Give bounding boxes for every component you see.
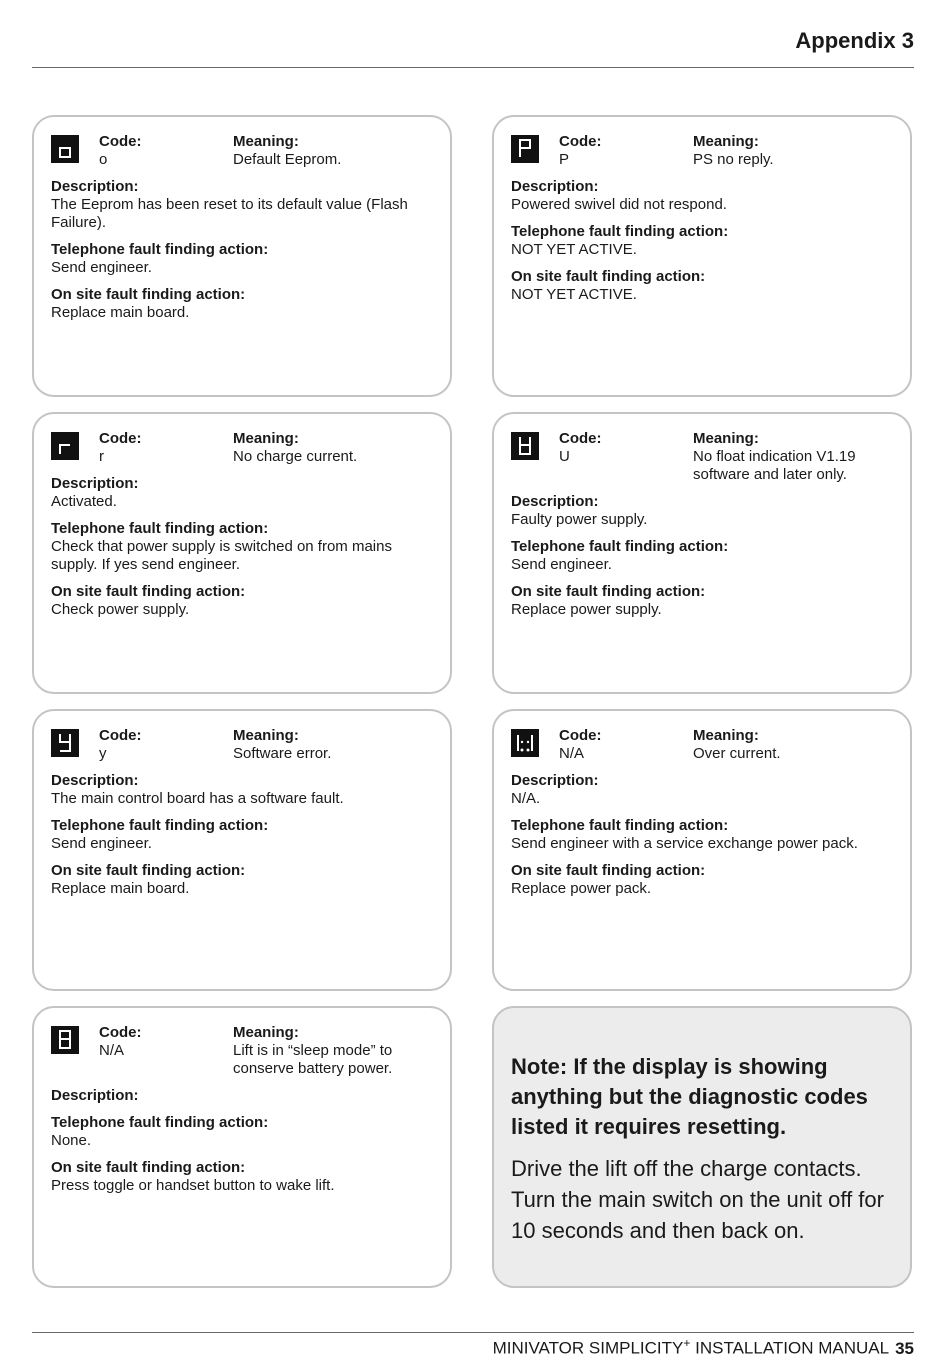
onsite-text: NOT YET ACTIVE. (511, 286, 637, 303)
meaning-value: Over current. (693, 745, 781, 762)
description-label: Description: (51, 1087, 139, 1104)
code-label: Code: (99, 1024, 142, 1041)
description-section (511, 772, 901, 808)
onsite-label: On site fault finding action: (51, 1159, 246, 1176)
telephone-section (511, 538, 901, 574)
onsite-label: On site fault finding action: (511, 583, 706, 600)
telephone-label: Telephone fault finding action: (511, 223, 729, 240)
code-label: Code: (99, 430, 142, 447)
fault-card-p (492, 115, 912, 397)
description-label: Description: (511, 178, 599, 195)
onsite-text: Replace power pack. (511, 880, 652, 897)
telephone-text: Send engineer. (51, 835, 152, 852)
description-section (511, 178, 901, 214)
code-value: N/A (559, 745, 585, 762)
description-section (51, 475, 441, 511)
description-text: The main control board has a software fault. (51, 790, 344, 807)
code-label: Code: (559, 727, 602, 744)
onsite-label: On site fault finding action: (511, 862, 706, 879)
page-title: Appendix 3 (795, 28, 914, 53)
onsite-text: Replace power supply. (511, 601, 662, 618)
code-label: Code: (559, 133, 602, 150)
telephone-text: Send engineer with a service exchange power pack. (511, 835, 858, 852)
telephone-section (51, 817, 441, 853)
telephone-text: None. (51, 1132, 92, 1149)
fault-card-o (32, 115, 452, 397)
onsite-section (51, 583, 441, 619)
description-section (51, 1087, 441, 1105)
onsite-label: On site fault finding action: (511, 268, 706, 285)
meaning-label: Meaning: (693, 727, 759, 744)
meaning-label: Meaning: (233, 1024, 299, 1041)
description-text: The Eeprom has been reset to its default value (Flash Failure). (51, 196, 408, 231)
onsite-section (511, 268, 901, 304)
description-section (51, 178, 441, 232)
meaning-value: PS no reply. (693, 151, 774, 168)
page-number: 35 (895, 1338, 914, 1358)
onsite-label: On site fault finding action: (51, 583, 246, 600)
fault-card-dots (492, 709, 912, 991)
code-label: Code: (99, 133, 142, 150)
footer-divider (32, 1332, 914, 1333)
description-label: Description: (51, 178, 139, 195)
telephone-label: Telephone fault finding action: (511, 817, 729, 834)
manual-name: MINIVATOR SIMPLICITY (492, 1338, 684, 1358)
fault-card-r (32, 412, 452, 694)
seven-segment-r-icon (51, 432, 79, 460)
onsite-section (51, 862, 441, 898)
meaning-value: Software error. (233, 745, 332, 762)
description-section (511, 493, 901, 529)
onsite-section (51, 286, 441, 322)
onsite-section (511, 862, 901, 898)
onsite-text: Press toggle or handset button to wake lift. (51, 1177, 335, 1194)
onsite-label: On site fault finding action: (51, 286, 246, 303)
seven-segment-p-icon (511, 135, 539, 163)
onsite-label: On site fault finding action: (51, 862, 246, 879)
fault-card-8 (32, 1006, 452, 1288)
description-label: Description: (51, 772, 139, 789)
code-value: U (559, 448, 570, 465)
note-title: Note: If the display is showing anything but the diagnostic codes listed it requires resetting. (511, 1054, 868, 1139)
onsite-text: Replace main board. (51, 880, 190, 897)
description-text: N/A. (511, 790, 541, 807)
meaning-label: Meaning: (693, 430, 759, 447)
reset-note-card (492, 1006, 912, 1288)
telephone-text: NOT YET ACTIVE. (511, 241, 637, 258)
meaning-label: Meaning: (233, 133, 299, 150)
seven-segment-dots-icon (511, 729, 539, 757)
description-label: Description: (511, 493, 599, 510)
description-text: Activated. (51, 493, 117, 510)
telephone-label: Telephone fault finding action: (51, 817, 269, 834)
meaning-label: Meaning: (233, 727, 299, 744)
description-label: Description: (51, 475, 139, 492)
telephone-text: Check that power supply is switched on from mains supply. If yes send engineer. (51, 538, 392, 573)
telephone-label: Telephone fault finding action: (51, 520, 269, 537)
manual-superscript: + (683, 1336, 691, 1350)
code-label: Code: (559, 430, 602, 447)
fault-card-u (492, 412, 912, 694)
onsite-text: Check power supply. (51, 601, 190, 618)
telephone-section (51, 241, 441, 277)
code-value: r (99, 448, 104, 465)
telephone-label: Telephone fault finding action: (511, 538, 729, 555)
code-value: o (99, 151, 108, 168)
seven-segment-y-icon (51, 729, 79, 757)
onsite-section (511, 583, 901, 619)
description-section (51, 772, 441, 808)
fault-card-y (32, 709, 452, 991)
description-text: Powered swivel did not respond. (511, 196, 727, 213)
telephone-section (51, 520, 441, 574)
code-label: Code: (99, 727, 142, 744)
telephone-label: Telephone fault finding action: (51, 1114, 269, 1131)
telephone-text: Send engineer. (51, 259, 152, 276)
seven-segment-o-icon (51, 135, 79, 163)
telephone-section (511, 817, 901, 853)
code-value: P (559, 151, 570, 168)
meaning-label: Meaning: (693, 133, 759, 150)
telephone-section (51, 1114, 441, 1150)
meaning-value: No float indication V1.19 software and later only. (693, 448, 856, 483)
onsite-text: Replace main board. (51, 304, 190, 321)
code-value: N/A (99, 1042, 125, 1059)
telephone-text: Send engineer. (511, 556, 612, 573)
meaning-value: Default Eeprom. (233, 151, 342, 168)
seven-segment-8-icon (51, 1026, 79, 1054)
note-body: Drive the lift off the charge contacts. Turn the main switch on the unit off for 10 seconds and then back on. (511, 1156, 884, 1243)
page-footer (493, 1336, 914, 1359)
seven-segment-u-icon (511, 432, 539, 460)
telephone-label: Telephone fault finding action: (51, 241, 269, 258)
code-value: y (99, 745, 107, 762)
description-label: Description: (511, 772, 599, 789)
meaning-label: Meaning: (233, 430, 299, 447)
onsite-section (51, 1159, 441, 1195)
header-divider (32, 67, 914, 68)
description-text: Faulty power supply. (511, 511, 648, 528)
telephone-section (511, 223, 901, 259)
meaning-value: No charge current. (233, 448, 358, 465)
meaning-value: Lift is in “sleep mode” to conserve battery power. (233, 1042, 393, 1077)
manual-name-rest: INSTALLATION MANUAL (690, 1338, 890, 1358)
